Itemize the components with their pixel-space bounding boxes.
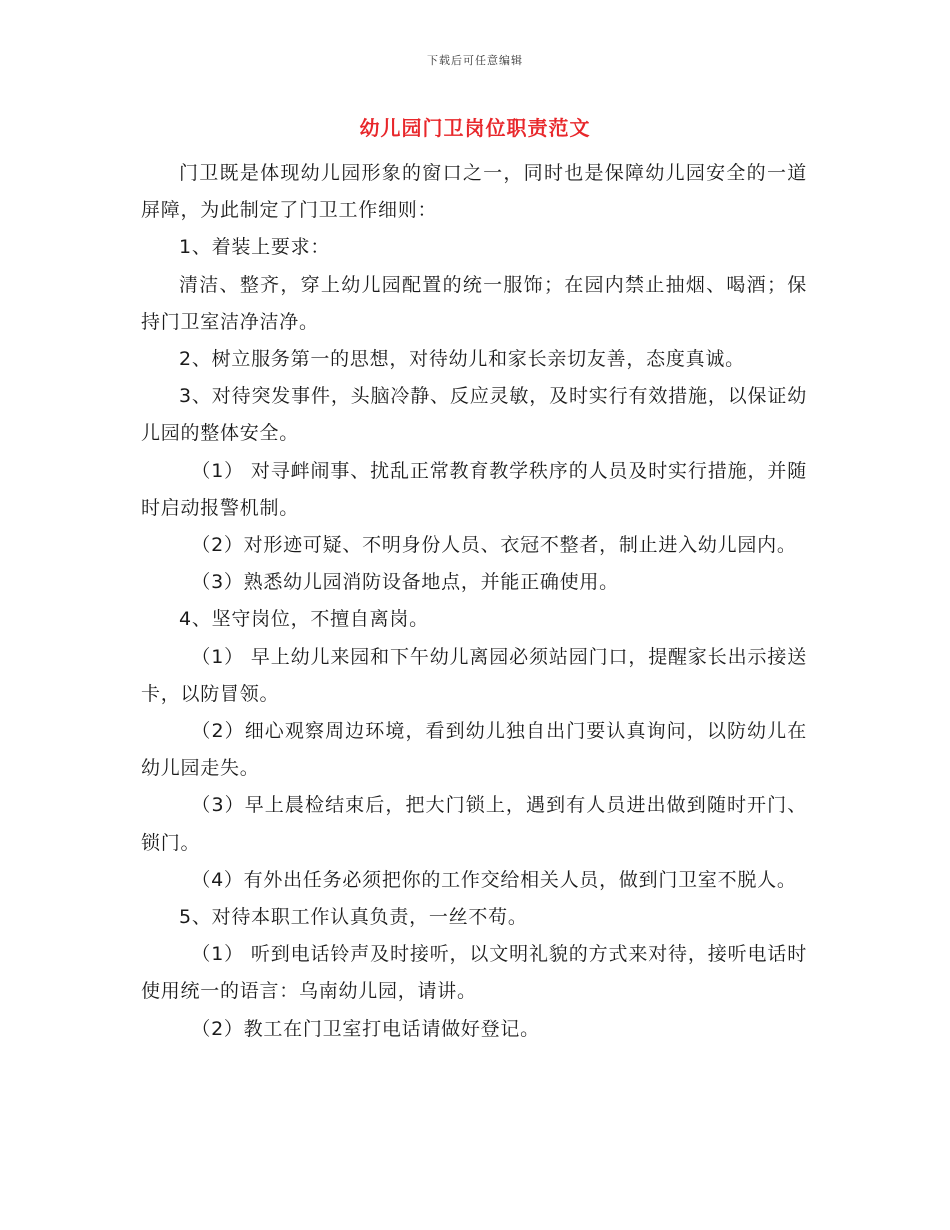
page-header-note: 下载后可任意编辑 [427,54,523,67]
paragraph-intro: 门卫既是体现幼儿园形象的窗口之一，同时也是保障幼儿园安全的一道屏障，为此制定了门卫工作细则： [141,162,807,222]
document-body [141,155,807,1048]
paragraph-section-5-item-1: （1） 听到电话铃声及时接听，以文明礼貌的方式来对待，接听电话时使用统一的语言：乌南幼儿园，请讲。 [141,943,807,1003]
paragraph-section-5: 5、对待本职工作认真负责，一丝不苟。 [179,906,528,929]
paragraph-section-3-item-2: （2）对形迹可疑、不明身份人员、衣冠不整者，制止进入幼儿园内。 [191,534,797,557]
paragraph-section-1-dress: 清洁、整齐，穿上幼儿园配置的统一服饰；在园内禁止抽烟、喝酒；保持门卫室洁净洁净。 [141,273,807,333]
paragraph-section-4-item-2: （2）细心观察周边环境，看到幼儿独自出门要认真询问，以防幼儿在幼儿园走失。 [141,720,807,780]
paragraph-section-3: 3、对待突发事件，头脑冷静、反应灵敏，及时实行有效措施，以保证幼儿园的整体安全。 [141,385,807,445]
paragraph-section-4: 4、坚守岗位，不擅自离岗。 [179,608,429,631]
paragraph-section-1-heading: 1、着装上要求： [179,236,331,259]
paragraph-section-4-item-3: （3）早上晨检结束后，把大门锁上，遇到有人员进出做到随时开门、锁门。 [141,794,807,854]
paragraph-section-3-item-1: （1） 对寻衅闹事、扰乱正常教育教学秩序的人员及时实行措施，并随时启动报警机制。 [141,459,807,519]
paragraph-section-2: 2、树立服务第一的思想，对待幼儿和家长亲切友善，态度真诚。 [179,348,745,371]
paragraph-section-4-item-1: （1） 早上幼儿来园和下午幼儿离园必须站园门口，提醒家长出示接送卡，以防冒领。 [141,645,807,705]
document-title: 幼儿园门卫岗位职责范文 [359,116,591,140]
paragraph-section-5-item-2: （2）教工在门卫室打电话请做好登记。 [191,1017,540,1040]
paragraph-section-3-item-3: （3）熟悉幼儿园消防设备地点，并能正确使用。 [191,571,619,594]
paragraph-section-4-item-4: （4）有外出任务必须把你的工作交给相关人员，做到门卫室不脱人。 [191,868,797,891]
